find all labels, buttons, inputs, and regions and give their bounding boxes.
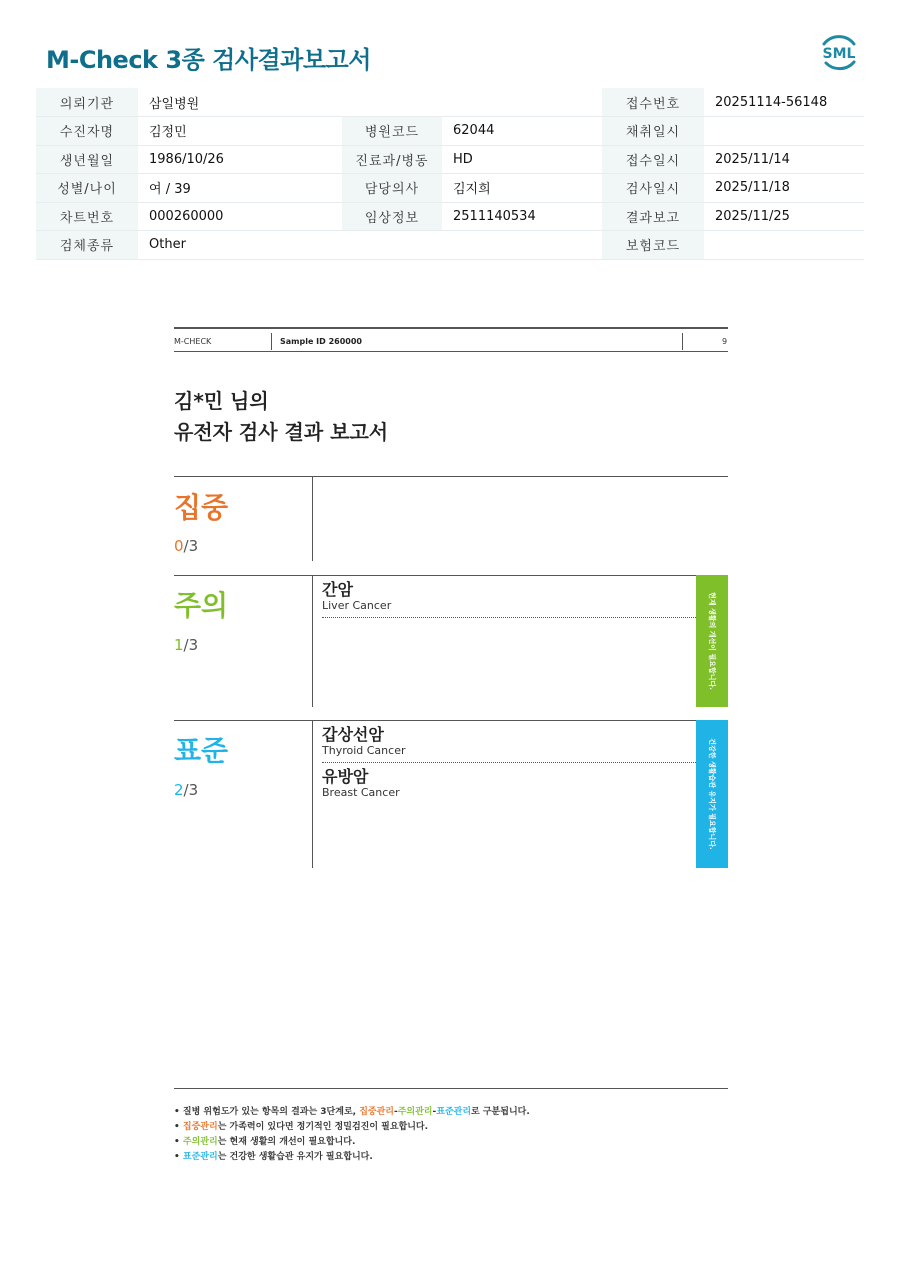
side-bar-text: 건강한 생활습관 유지가 필요합니다. — [708, 738, 716, 850]
info-value: 김지희 — [442, 174, 602, 203]
info-value: 여 / 39 — [138, 174, 342, 203]
note-standard-term: 표준관리 — [436, 1107, 472, 1117]
side-bar-text: 현재 생활의 개선이 필요합니다. — [708, 592, 716, 690]
section-divider — [312, 720, 313, 868]
count-value: 0 — [174, 537, 184, 555]
header-divider — [682, 333, 683, 350]
info-value: 2511140534 — [442, 202, 602, 231]
section-rule — [174, 476, 728, 477]
info-value: 2025/11/18 — [704, 174, 864, 203]
greeting-title: 유전자 검사 결과 보고서 — [174, 420, 389, 444]
note-text: 로 구분됩니다. — [471, 1107, 530, 1117]
count-total: /3 — [183, 781, 199, 799]
info-row — [36, 117, 864, 146]
report-page — [174, 327, 728, 1177]
note-item — [174, 1105, 728, 1120]
section-divider — [312, 575, 313, 707]
info-label: 보험코드 — [602, 231, 704, 260]
note-dash: - — [393, 1107, 398, 1117]
note-intensive-term: 집중관리 — [182, 1122, 218, 1132]
page-number: 9 — [722, 337, 728, 346]
result-item — [322, 725, 696, 757]
disease-name-en: Thyroid Cancer — [322, 744, 406, 757]
footer-rule — [174, 1088, 728, 1089]
note-intensive-term: 집중관리 — [359, 1107, 394, 1117]
category-label-caution: 주의 — [174, 589, 229, 622]
info-label: 검사일시 — [602, 174, 704, 203]
info-label: 접수번호 — [602, 88, 704, 117]
bullet: • — [174, 1137, 180, 1147]
info-value — [442, 231, 602, 260]
info-label: 결과보고 — [602, 202, 704, 231]
note-text: 는 건강한 생활습관 유지가 필요합니다. — [217, 1152, 373, 1162]
info-label: 생년월일 — [36, 145, 138, 174]
info-label: 검체종류 — [36, 231, 138, 260]
note-text: 는 현재 생활의 개선이 필요합니다. — [217, 1137, 356, 1147]
status-side-bar-caution — [696, 575, 728, 707]
info-label: 성별/나이 — [36, 174, 138, 203]
info-value: 삼일병원 — [138, 88, 342, 117]
note-caution-term: 주의관리 — [182, 1137, 218, 1147]
info-row — [36, 174, 864, 203]
header-divider — [271, 333, 272, 350]
info-value: 000260000 — [138, 202, 342, 231]
info-label: 수진자명 — [36, 117, 138, 146]
section-rule — [174, 575, 728, 576]
info-row — [36, 202, 864, 231]
note-caution-term: 주의관리 — [397, 1107, 433, 1117]
status-side-bar-standard — [696, 720, 728, 868]
header-top-rule — [174, 327, 728, 329]
section-caution — [174, 575, 728, 707]
category-label-standard: 표준 — [174, 734, 229, 767]
item-separator — [322, 762, 696, 763]
count-value: 1 — [174, 636, 184, 654]
info-value — [704, 231, 864, 260]
header-bottom-rule — [174, 351, 728, 352]
item-separator — [322, 617, 696, 618]
sample-id: Sample ID 260000 — [280, 337, 362, 346]
info-row — [36, 231, 864, 260]
info-label: 의뢰기관 — [36, 88, 138, 117]
info-value: HD — [442, 145, 602, 174]
note-item — [174, 1150, 728, 1165]
legend-notes — [174, 1105, 728, 1165]
result-item — [322, 580, 696, 612]
category-label-intensive: 집중 — [174, 491, 229, 524]
greeting-name: 김*민 님의 — [174, 389, 269, 413]
count-total: /3 — [183, 636, 199, 654]
note-text: 질병 위험도가 있는 항목의 결과는 3단계로, — [182, 1107, 360, 1117]
info-row — [36, 88, 864, 117]
sml-logo-icon — [816, 30, 862, 76]
bullet: • — [174, 1107, 180, 1117]
section-rule — [174, 720, 728, 721]
disease-name-en: Liver Cancer — [322, 599, 392, 612]
section-standard — [174, 720, 728, 868]
bullet: • — [174, 1122, 180, 1132]
report-brand: M-CHECK — [174, 337, 212, 346]
info-value: 김정민 — [138, 117, 342, 146]
note-text: 는 가족력이 있다면 정기적인 정밀검진이 필요합니다. — [217, 1122, 429, 1132]
info-value: 1986/10/26 — [138, 145, 342, 174]
info-label: 진료과/병동 — [342, 145, 442, 174]
note-item — [174, 1120, 728, 1135]
disease-name-kr: 갑상선암 — [322, 725, 384, 744]
info-value — [442, 88, 602, 117]
info-label: 담당의사 — [342, 174, 442, 203]
info-label: 접수일시 — [602, 145, 704, 174]
category-count-caution — [174, 636, 198, 654]
disease-name-kr: 간암 — [322, 580, 353, 599]
logo-text: SML — [822, 46, 856, 62]
bullet: • — [174, 1152, 180, 1162]
report-title: M-Check 3종 검사결과보고서 — [46, 46, 371, 74]
info-label: 임상정보 — [342, 202, 442, 231]
info-value — [704, 117, 864, 146]
info-value: 20251114-56148 — [704, 88, 864, 117]
note-dash: - — [432, 1107, 437, 1117]
count-value: 2 — [174, 781, 184, 799]
info-value: 2025/11/14 — [704, 145, 864, 174]
category-count-standard — [174, 781, 198, 799]
section-intensive — [174, 476, 728, 561]
info-label — [342, 88, 442, 117]
result-item — [322, 767, 696, 799]
info-value: 62044 — [442, 117, 602, 146]
category-count-intensive — [174, 537, 198, 555]
info-label: 채취일시 — [602, 117, 704, 146]
count-total: /3 — [183, 537, 199, 555]
info-label: 차트번호 — [36, 202, 138, 231]
section-divider — [312, 476, 313, 561]
disease-name-en: Breast Cancer — [322, 786, 400, 799]
patient-info-table — [36, 88, 864, 260]
disease-name-kr: 유방암 — [322, 767, 369, 786]
note-item — [174, 1135, 728, 1150]
info-label: 병원코드 — [342, 117, 442, 146]
info-row — [36, 145, 864, 174]
info-label — [342, 231, 442, 260]
info-value: 2025/11/25 — [704, 202, 864, 231]
note-standard-term: 표준관리 — [182, 1152, 218, 1162]
info-value: Other — [138, 231, 342, 260]
